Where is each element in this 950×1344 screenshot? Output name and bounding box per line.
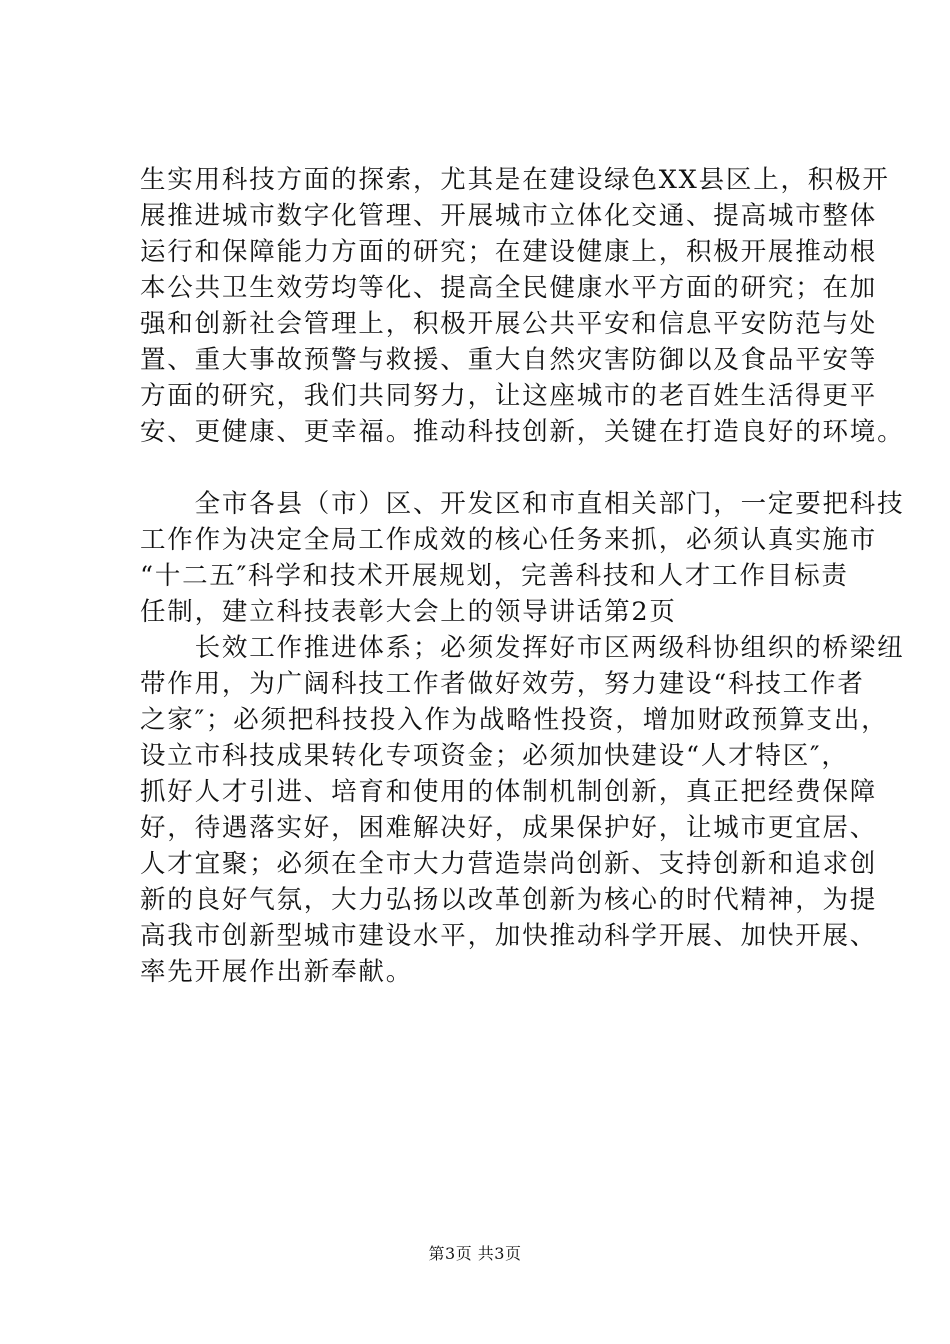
text-line: 强和创新社会管理上，积极开展公共平安和信息平安防范与处 xyxy=(140,309,878,339)
text-line: 带作用，为广阔科技工作者做好效劳，努力建设“科技工作者 xyxy=(140,669,865,699)
text-line: 设立市科技成果转化专项资金；必须加快建设“人才特区″， xyxy=(140,741,849,771)
text-line: 工作作为决定全局工作成效的核心任务来抓，必须认真实施市 xyxy=(140,525,878,555)
text-line: 安、更健康、更幸福。推动科技创新，关键在打造良好的环境。 xyxy=(140,417,905,447)
text-line: 运行和保障能力方面的研究；在建设健康上，积极开展推动根 xyxy=(140,237,878,267)
text-line: 本公共卫生效劳均等化、提高全民健康水平方面的研究；在加 xyxy=(140,273,878,303)
text-line: 之家″；必须把科技投入作为战略性投资，增加财政预算支出， xyxy=(140,705,889,735)
text-line: 全市各县（市）区、开发区和市直相关部门，一定要把科技 xyxy=(140,489,905,519)
body-text xyxy=(140,162,905,990)
text-line: 生实用科技方面的探索，尤其是在建设绿色XX县区上，积极开 xyxy=(140,165,890,195)
paragraph-gap xyxy=(140,450,830,486)
text-line: “十二五″科学和技术开展规划，完善科技和人才工作目标责 xyxy=(140,561,849,591)
text-line: 高我市创新型城市建设水平，加快推动科学开展、加快开展、 xyxy=(140,921,878,951)
text-line: 抓好人才引进、培育和使用的体制机制创新，真正把经费保障 xyxy=(140,777,878,807)
text-line: 好，待遇落实好，困难解决好，成果保护好，让城市更宜居、 xyxy=(140,813,878,843)
text-line: 长效工作推进体系；必须发挥好市区两级科协组织的桥梁纽 xyxy=(140,633,905,663)
page-footer: 第3页 共3页 xyxy=(428,1244,522,1263)
text-line: 人才宜聚；必须在全市大力营造崇尚创新、支持创新和追求创 xyxy=(140,849,878,879)
text-line: 展推进城市数字化管理、开展城市立体化交通、提高城市整体 xyxy=(140,201,878,231)
text-line: 置、重大事故预警与救援、重大自然灾害防御以及食品平安等 xyxy=(140,345,878,375)
text-line: 方面的研究，我们共同努力，让这座城市的老百姓生活得更平 xyxy=(140,381,878,411)
text-line: 任制，建立科技表彰大会上的领导讲话第2页 xyxy=(140,597,677,627)
text-line: 率先开展作出新奉献。 xyxy=(140,957,414,987)
text-line: 新的良好气氛，大力弘扬以改革创新为核心的时代精神，为提 xyxy=(140,885,878,915)
